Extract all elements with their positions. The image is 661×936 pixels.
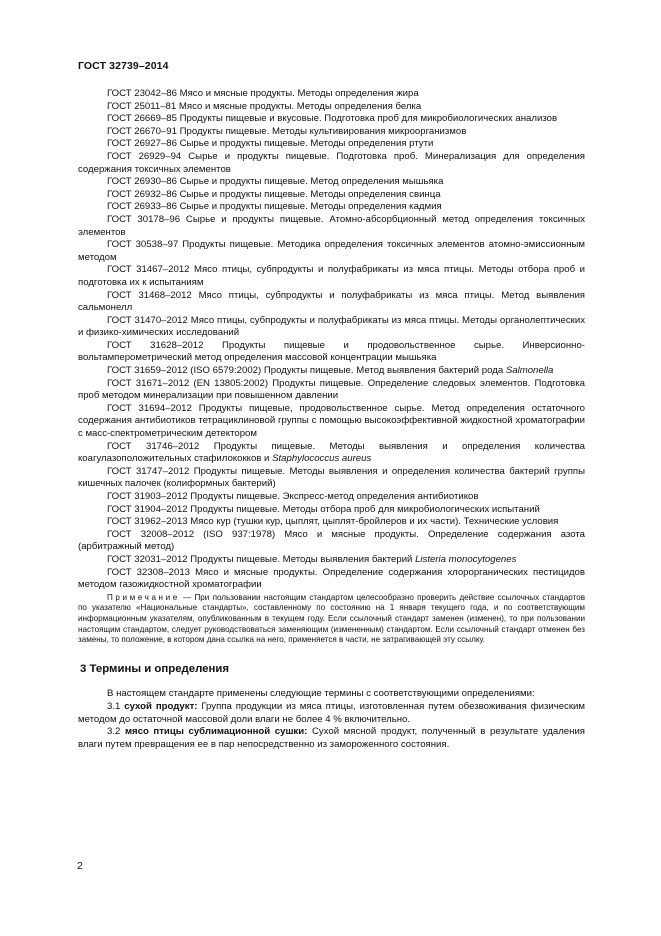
reference-text: ГОСТ 26927–86 Сырье и продукты пищевые. Методы определения ртути: [107, 138, 434, 150]
term-number: 3.2: [107, 726, 125, 738]
reference-item: [78, 491, 585, 504]
note-paragraph: [78, 593, 585, 646]
reference-item: [78, 214, 585, 239]
note-text: — При пользовании настоящим стандартом целесообразно проверить действие ссылочных стандартов по указателю «Национальные стандарты», составленному по состоянию на 1 января текущего года, и по соответствующим информационным указателям, опубликованным в текущем году. Если ссылочный стандарт заменен (изменен), то при пользовании настоящим стандартом, следует руководствоваться заменяющим (измененным) стандартом. Если ссылочный стандарт отменен без замены, то положение, в котором дана ссылка на него, применяется в части, не затрагивающей эту ссылку.: [78, 592, 585, 645]
reference-text: ГОСТ 31659–2012 (ISO 6579:2002) Продукты пищевые. Метод выявления бактерий рода: [107, 365, 506, 377]
term-definition: [78, 726, 585, 751]
reference-item: [78, 138, 585, 151]
section-title: 3 Термины и определения: [80, 662, 230, 675]
reference-text: ГОСТ 31671–2012 (EN 13805:2002) Продукты пищевые. Определение следовых элементов. Подготовка проб методом минерализации при повышенном давлении: [78, 377, 585, 402]
reference-item: [78, 504, 585, 517]
reference-item: [78, 113, 585, 126]
reference-item: [78, 554, 585, 567]
reference-text: ГОСТ 31468–2012 Мясо птицы, субпродукты и полуфабрикаты из мяса птицы. Метод выявления сальмонелл: [78, 289, 585, 314]
term-text: Сухой мясной продукт, полученный в результате удаления влаги путем превращения ее в пар непосредственно из замороженного состояния.: [78, 726, 585, 750]
term-text: Группа продукции из мяса птицы, изготовленная путем обезвоживания физическим методом до остаточной массовой доли влаги не более 4 % включительно.: [78, 700, 585, 725]
reference-text: ГОСТ 31628–2012 Продукты пищевые и продовольственное сырье. Инверсионно-вольтамперометрический метод определения массовой концентрации мышьяка: [78, 339, 585, 364]
reference-item: [78, 239, 585, 264]
reference-item: [78, 315, 585, 340]
reference-text: ГОСТ 31694–2012 Продукты пищевые, продовольственное сырье. Метод определения остаточного содержания антибиотиков тетрациклиновой группы с помощью высокоэффективной жидкостной хроматографии с масс-спектрометрическим детектором: [78, 402, 585, 440]
reference-text: ГОСТ 31470–2012 Мясо птицы, субпродукты и полуфабрикаты из мяса птицы. Методы органолептических и физико-химических исследований: [78, 314, 585, 339]
reference-text: ГОСТ 26929–94 Сырье и продукты пищевые. Подготовка проб. Минерализация для определения содержания токсичных элементов: [78, 150, 585, 175]
reference-item: [78, 365, 585, 378]
reference-text: ГОСТ 31904–2012 Продукты пищевые. Методы отбора проб для микробиологических испытаний: [107, 503, 540, 515]
normative-references-list: [78, 88, 585, 592]
reference-text: ГОСТ 32008–2012 (ISO 937:1978) Мясо и мясные продукты. Определение содержания азота (арбитражный метод): [78, 528, 585, 553]
reference-item: [78, 378, 585, 403]
document-header: ГОСТ 32739–2014: [78, 60, 169, 72]
reference-text: ГОСТ 25011–81 Мясо и мясные продукты. Методы определения белка: [107, 100, 422, 112]
term-name: мясо птицы сублимационной сушки:: [124, 726, 308, 738]
term-number: 3.1: [107, 700, 125, 712]
reference-item: [78, 189, 585, 202]
reference-item: [78, 403, 585, 441]
reference-text: ГОСТ 32308–2013 Мясо и мясные продукты. Определение содержания хлорорганических пестицидов методом газожидкостной хроматографии: [78, 566, 585, 591]
reference-text: ГОСТ 31962–2013 Мясо кур (тушки кур, цыплят, цыплят-бройлеров и их части). Технические условия: [107, 516, 559, 528]
reference-text: ГОСТ 30178–96 Сырье и продукты пищевые. Атомно-абсорбционный метод определения токсичных элементов: [78, 213, 585, 238]
reference-item: [78, 290, 585, 315]
reference-text: ГОСТ 26670–91 Продукты пищевые. Методы культивирования микроорганизмов: [107, 125, 467, 137]
reference-text: ГОСТ 26669–85 Продукты пищевые и вкусовые. Подготовка проб для микробиологических анализов: [107, 113, 558, 125]
reference-text: ГОСТ 31903–2012 Продукты пищевые. Экспресс-метод определения антибиотиков: [107, 491, 479, 502]
section-intro: В настоящем стандарте применены следующие термины с соответствующими определениями:: [107, 688, 535, 700]
term-name: сухой продукт:: [124, 700, 198, 712]
reference-item: [78, 529, 585, 554]
note-label: Примечание: [107, 592, 180, 602]
page-content: [78, 88, 585, 751]
term-definition: [78, 701, 585, 726]
reference-text: ГОСТ 31747–2012 Продукты пищевые. Методы выявления и определения количества бактерий группы кишечных палочек (колиформных бактерий): [78, 465, 585, 490]
reference-text: ГОСТ 31467–2012 Мясо птицы, субпродукты и полуфабрикаты из мяса птицы. Методы отбора проб и подготовка их к испытаниям: [78, 264, 585, 288]
reference-item: [78, 88, 585, 101]
reference-item: [78, 201, 585, 214]
reference-italic-term: Listeria monocytogenes: [415, 553, 517, 565]
reference-text: ГОСТ 32031–2012 Продукты пищевые. Методы выявления бактерий: [107, 553, 416, 565]
reference-text: ГОСТ 23042–86 Мясо и мясные продукты. Методы определения жира: [107, 88, 419, 99]
reference-item: [78, 516, 585, 529]
reference-italic-term: Salmonella: [505, 365, 554, 377]
reference-text: ГОСТ 30538–97 Продукты пищевые. Методика определения токсичных элементов атомно-эмиссионным методом: [78, 239, 585, 263]
reference-item: [78, 441, 585, 466]
reference-item: [78, 466, 585, 491]
reference-item: [78, 151, 585, 176]
reference-text: ГОСТ 26930–86 Сырье и продукты пищевые. Метод определения мышьяка: [107, 176, 444, 188]
reference-italic-term: Staphylococcus aureus: [272, 453, 372, 465]
reference-item: [78, 176, 585, 189]
reference-item: [78, 101, 585, 114]
reference-item: [78, 340, 585, 365]
reference-text: ГОСТ 26932–86 Сырье и продукты пищевые. Методы определения свинца: [107, 188, 441, 200]
reference-item: [78, 567, 585, 592]
reference-item: [78, 126, 585, 139]
reference-text: ГОСТ 31746–2012 Продукты пищевые. Методы выявления и определения количества коагулазоположительных стафилококков и: [78, 440, 585, 465]
reference-item: [78, 264, 585, 289]
page-number: 2: [77, 860, 83, 872]
reference-text: ГОСТ 26933–86 Сырье и продукты пищевые. Методы определения кадмия: [107, 201, 442, 213]
